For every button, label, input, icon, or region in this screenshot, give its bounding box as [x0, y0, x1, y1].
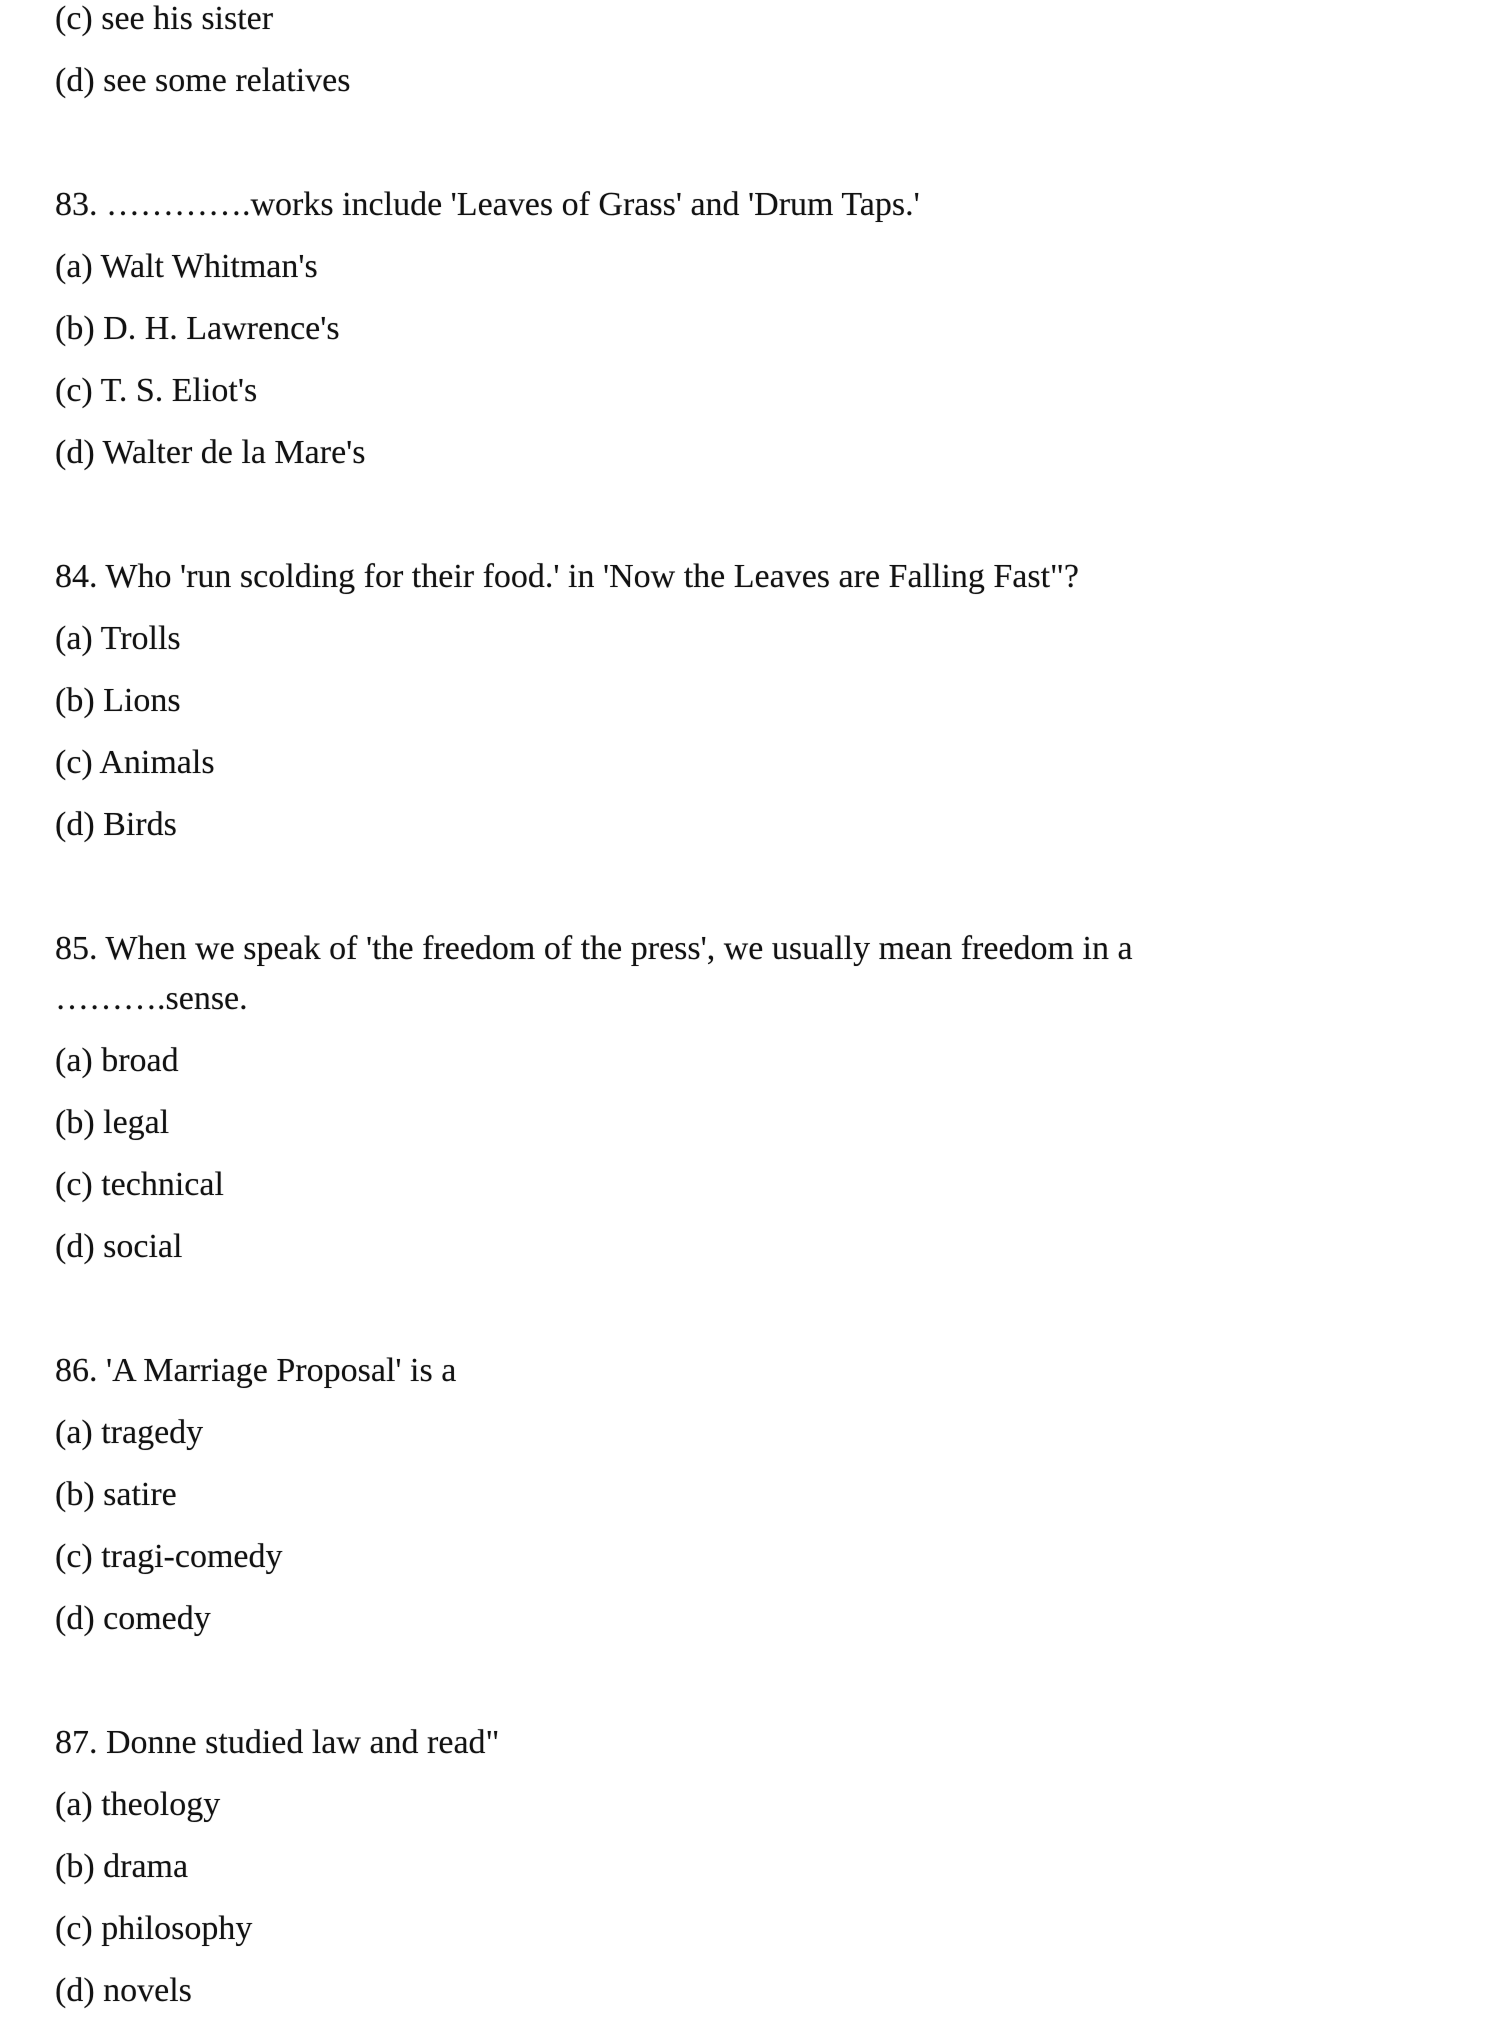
blank-line: [55, 484, 1465, 546]
answer-option: (b) satire: [55, 1476, 177, 1513]
question-text: 87. Donne studied law and read": [55, 1724, 500, 1761]
blank-line: [55, 856, 1465, 918]
answer-option: (a) theology: [55, 1786, 221, 1823]
blank-line: [55, 112, 1465, 174]
question-text: 84. Who 'run scolding for their food.' in 'Now the Leaves are Falling Fast"?: [55, 558, 1080, 595]
answer-option: (a) tragedy: [55, 1414, 204, 1451]
answer-option: (c) see his sister: [55, 0, 274, 37]
answer-option: (a) Trolls: [55, 620, 181, 657]
answer-option: (d) Birds: [55, 806, 177, 843]
answer-option: (a) broad: [55, 1042, 179, 1079]
answer-option: (c) philosophy: [55, 1910, 253, 1947]
question-text: 83. ………….works include 'Leaves of Grass' and 'Drum Taps.': [55, 186, 920, 223]
question-text: 85. When we speak of 'the freedom of the press', we usually mean freedom in a ……….sense.: [55, 930, 1133, 1017]
answer-option: (b) legal: [55, 1104, 170, 1141]
answer-option: (d) see some relatives: [55, 62, 351, 99]
blank-line: [55, 1278, 1465, 1340]
answer-option: (b) drama: [55, 1848, 189, 1885]
answer-option: (c) tragi-comedy: [55, 1538, 283, 1575]
answer-option: (d) Walter de la Mare's: [55, 434, 366, 471]
blank-line: [55, 1650, 1465, 1712]
answer-option: (c) Animals: [55, 744, 215, 781]
answer-option: (c) T. S. Eliot's: [55, 372, 258, 409]
answer-option: (d) social: [55, 1228, 183, 1265]
answer-option: (d) novels: [55, 1972, 192, 2009]
answer-option: (b) Lions: [55, 682, 181, 719]
question-text: 86. 'A Marriage Proposal' is a: [55, 1352, 457, 1389]
answer-option: (a) Walt Whitman's: [55, 248, 318, 285]
answer-option: (d) comedy: [55, 1600, 211, 1637]
answer-option: (b) D. H. Lawrence's: [55, 310, 340, 347]
answer-option: (c) technical: [55, 1166, 224, 1203]
